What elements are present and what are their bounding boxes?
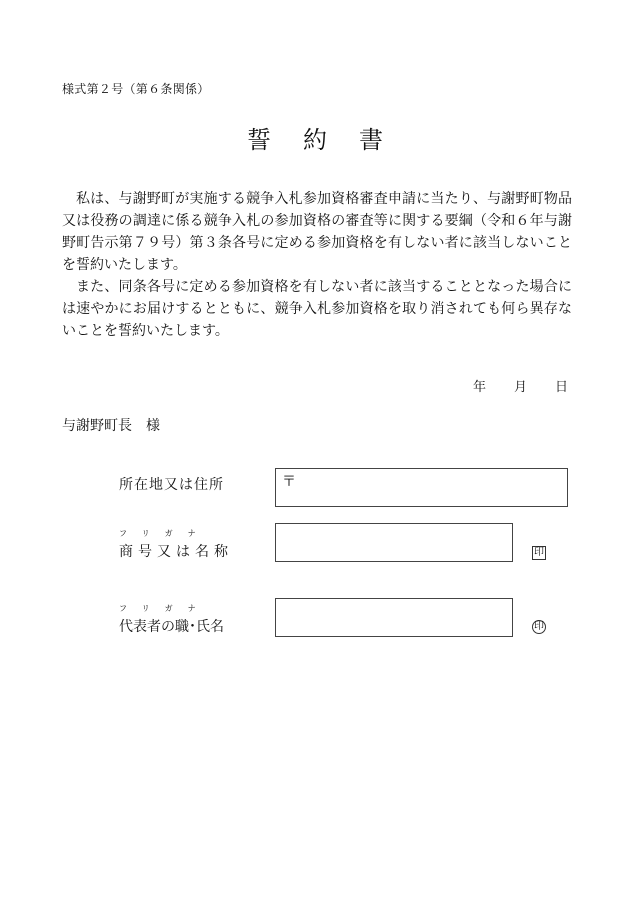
representative-field[interactable] — [275, 598, 513, 637]
round-seal-icon: 印 — [534, 621, 544, 632]
seal-stamp-icon: 印 — [534, 547, 544, 558]
address-field[interactable] — [275, 468, 568, 507]
company-label: 商号又は名称 — [119, 544, 233, 560]
representative-furigana: フリガナ — [119, 604, 211, 613]
company-furigana: フリガナ — [119, 529, 211, 538]
addressee: 与謝野町長 様 — [62, 418, 160, 434]
pledge-paragraph-2: また、同条各号に定める参加資格を有しない者に該当することとなった場合には速やかにお届けするとともに、競争入札参加資格を取り消されても何ら異存ないことを誓約いたします。 — [62, 279, 572, 339]
date-line — [473, 376, 568, 395]
form-number: 様式第２号（第６条関係） — [62, 82, 210, 96]
pledge-body — [62, 188, 572, 342]
page-title: 誓約書 — [247, 126, 415, 154]
date-year: 年 — [472, 380, 486, 395]
company-name-field[interactable] — [275, 523, 513, 562]
pledge-paragraph-1: 私は、与謝野町が実施する競争入札参加資格審査申請に当たり、与謝野町物品又は役務の調達に係る競争入札の参加資格の審査等に関する要綱（令和６年与謝野町告示第７９号）第３条各号に定める参加資格を有しない者に該当しないことを誓約いたします。 — [62, 191, 572, 273]
representative-label: 代表者の職･氏名 — [119, 619, 224, 635]
date-day: 日 — [554, 380, 568, 395]
date-month: 月 — [513, 380, 527, 395]
address-label: 所在地又は住所 — [119, 477, 224, 493]
postal-mark: 〒 — [282, 474, 296, 490]
